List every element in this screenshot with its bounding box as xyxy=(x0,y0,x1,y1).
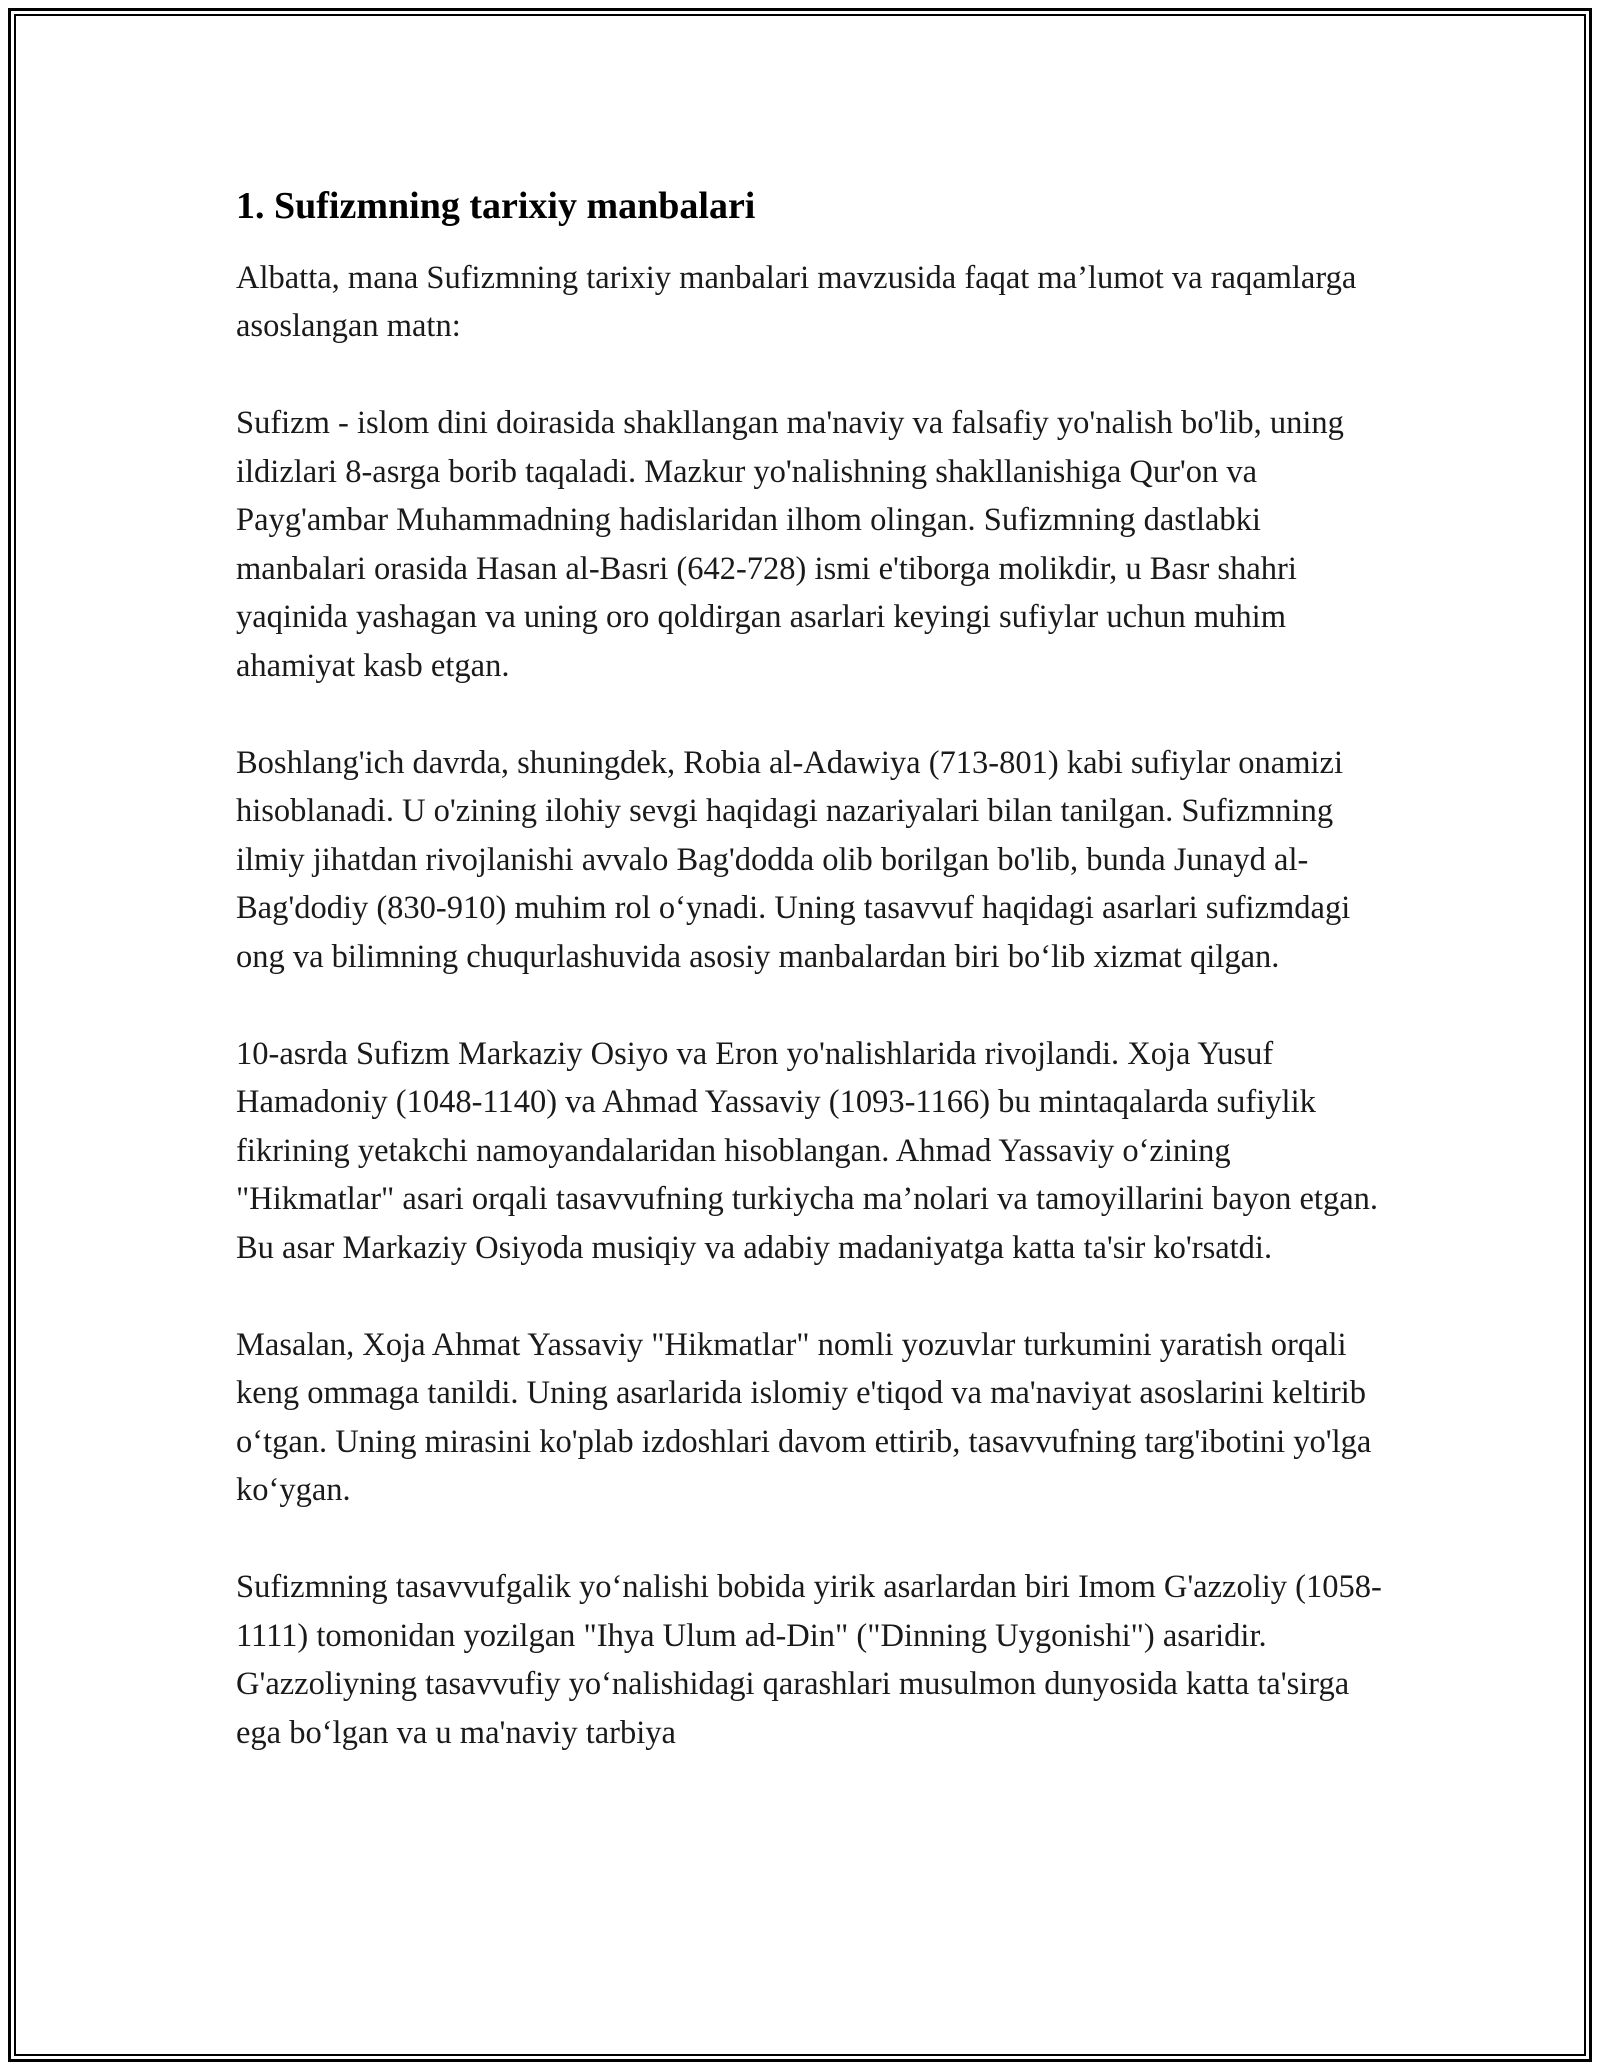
paragraph-central-asia: 10-asrda Sufizm Markaziy Osiyo va Eron yo'nalishlarida rivojlandi. Xoja Yusuf Hamadoniy (1048-1140) va Ahmad Yassaviy (1093-1166) bu mintaqalarda sufiylik fikrining yetakchi namoyandalaridan hisoblangan. Ahmad Yassaviy o‘zining "Hikmatlar" asari orqali tasavvufning turkiycha ma’nolari va tamoyillarini bayon etgan. Bu asar Markaziy Osiyoda musiqiy va adabiy madaniyatga katta ta'sir ko'rsatdi. xyxy=(236,1035,1379,1266)
paragraph-early-period: Boshlang'ich davrda, shuningdek, Robia al-Adawiya (713-801) kabi sufiylar onamizi hisoblanadi. U o'zining ilohiy sevgi haqidagi nazariyalari bilan tanilgan. Sufizmning ilmiy jihatdan rivojlanishi avvalo Bag'dodda olib borilgan bo'lib, bunda Junayd al-Bag'dodiy (830-910) muhim rol o‘ynadi. Uning tasavvuf haqidagi asarlari sufizmdagi ong va bilimning chuqurlashuvida asosiy manbalardan biri bo‘lib xizmat qilgan. xyxy=(236,744,1351,975)
section-heading: 1. Sufizmning tarixiy manbalari xyxy=(236,185,756,227)
paragraph-sufism-origins: Sufizm - islom dini doirasida shakllangan ma'naviy va falsafiy yo'nalish bo'lib, uning ildizlari 8-asrga borib taqaladi. Mazkur yo'nalishning shakllanishiga Qur'on va Payg'ambar Muhammadning hadislaridan ilhom olingan. Sufizmning dastlabki manbalari orasida Hasan al-Basri (642-728) ismi e'tiborga molikdir, u Basr shahri yaqinida yashagan va uning oro qoldirgan asarlari keyingi sufiylar uchun muhim ahamiyat kasb etgan. xyxy=(236,405,1344,684)
paragraph-yassaviy: Masalan, Xoja Ahmat Yassaviy "Hikmatlar" nomli yozuvlar turkumini yaratish orqali keng ommaga tanildi. Uning asarlarida islomiy e'tiqod va ma'naviyat asoslarini keltirib o‘tgan. Uning mirasini ko'plab izdoshlari davom ettirib, tasavvufning targ'ibotini yo'lga ko‘ygan. xyxy=(236,1326,1372,1509)
paragraph-intro: Albatta, mana Sufizmning tarixiy manbalari mavzusida faqat ma’lumot va raqamlarga asoslangan matn: xyxy=(236,259,1357,345)
paragraph-gazzoliy: Sufizmning tasavvufgalik yo‘nalishi bobida yirik asarlardan biri Imom G'azzoliy (1058-1111) tomonidan yozilgan "Ihya Ulum ad-Din" ("Dinning Uygonishi") asaridir. G'azzoliyning tasavvufiy yo‘nalishidagi qarashlari musulmon dunyosida katta ta'sirga ega bo‘lgan va u ma'naviy tarbiya xyxy=(236,1569,1382,1751)
document-body xyxy=(236,184,1396,1806)
